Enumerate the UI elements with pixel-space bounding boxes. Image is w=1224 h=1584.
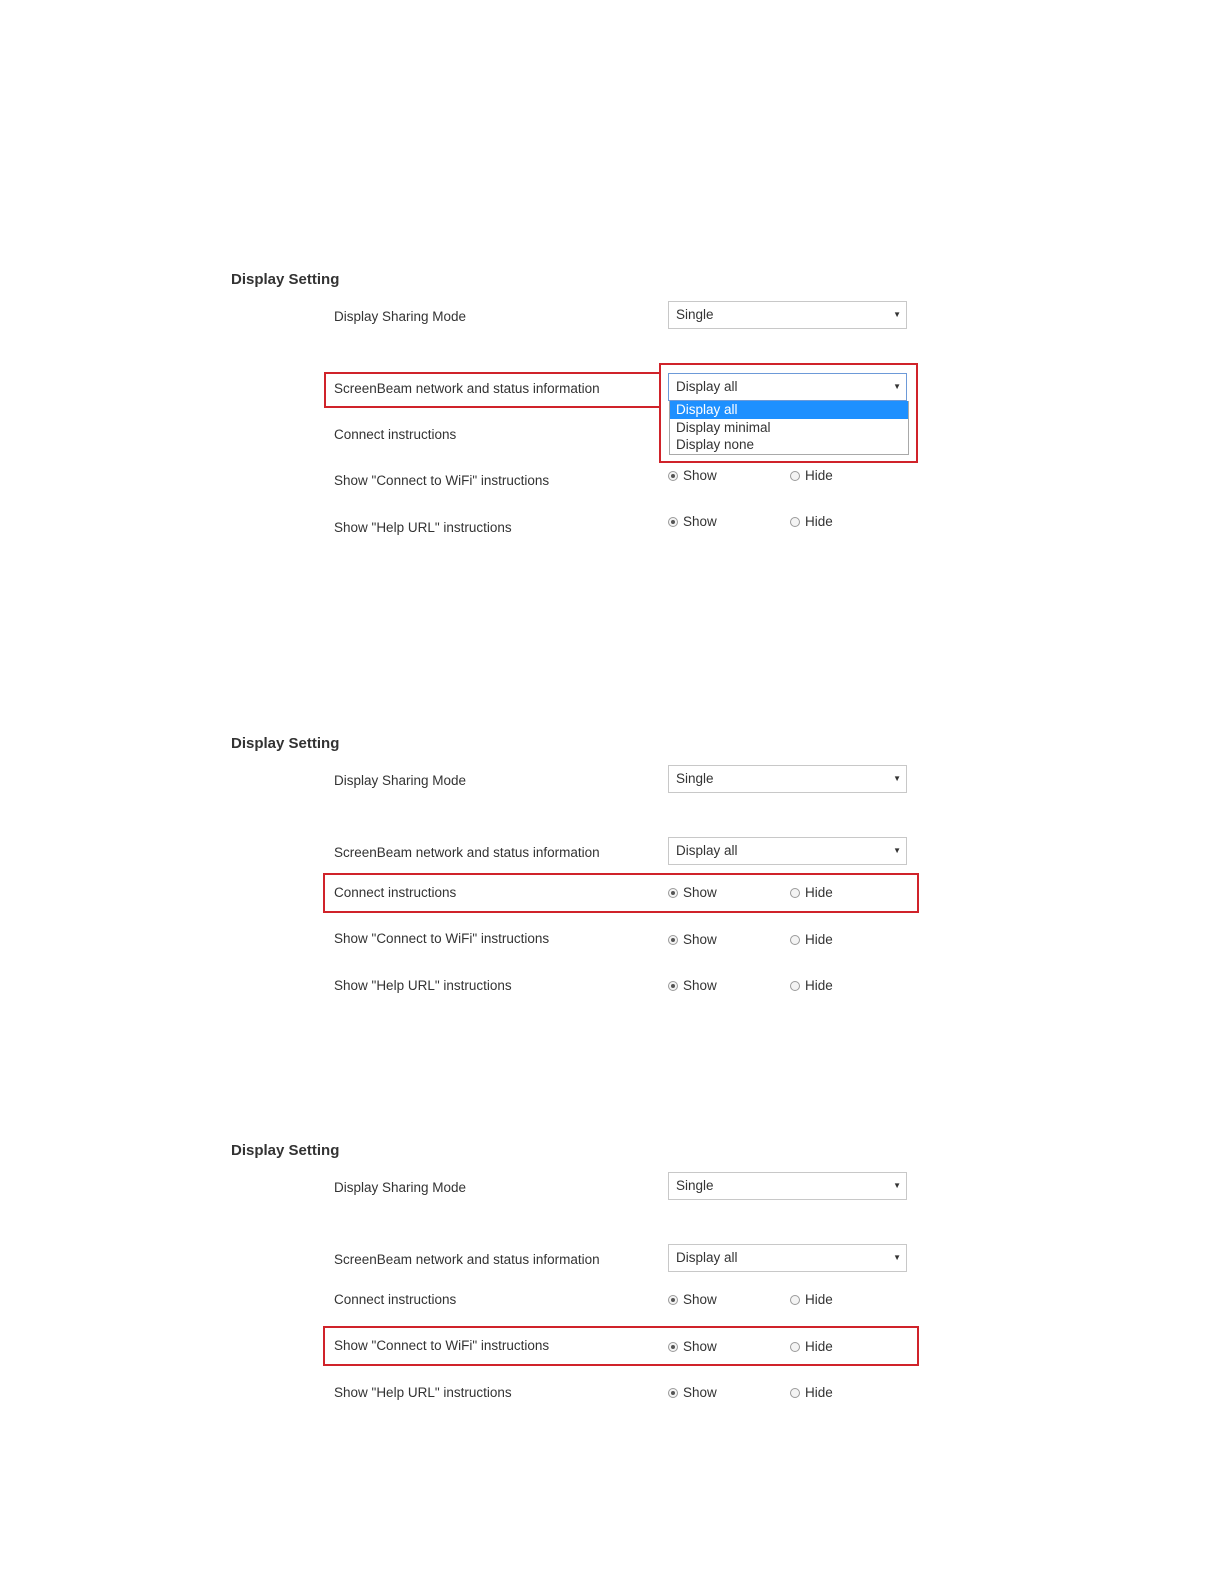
dropdown-arrow-icon: ▼ <box>893 846 901 855</box>
section-title: Display Setting <box>231 735 340 752</box>
radio-label: Hide <box>805 468 833 483</box>
dropdown-option-display-all[interactable]: Display all <box>670 401 908 419</box>
help-show-option[interactable] <box>668 977 717 995</box>
help-show-option[interactable] <box>668 1384 717 1402</box>
help-hide-option[interactable] <box>790 977 833 995</box>
wifi-hide-option[interactable] <box>790 931 833 949</box>
network-status-select[interactable] <box>668 837 907 865</box>
select-value: Single <box>676 307 714 322</box>
radio-label: Hide <box>805 514 833 529</box>
help-show-option[interactable] <box>668 513 717 531</box>
radio-unchecked-icon[interactable] <box>790 471 800 481</box>
radio-unchecked-icon[interactable] <box>790 1295 800 1305</box>
connect-show-option[interactable] <box>668 884 717 902</box>
display-sharing-mode-select[interactable] <box>668 1172 907 1200</box>
connect-show-option[interactable] <box>668 1291 717 1309</box>
radio-checked-icon[interactable] <box>668 981 678 991</box>
radio-unchecked-icon[interactable] <box>790 935 800 945</box>
connect-hide-option[interactable] <box>790 884 833 902</box>
radio-label: Hide <box>805 1385 833 1400</box>
radio-label: Hide <box>805 1339 833 1354</box>
radio-checked-icon[interactable] <box>668 1342 678 1352</box>
network-status-select[interactable] <box>668 1244 907 1272</box>
radio-label: Show <box>683 468 717 483</box>
help-hide-option[interactable] <box>790 513 833 531</box>
dropdown-arrow-icon: ▼ <box>893 382 901 391</box>
wifi-show-option[interactable] <box>668 1338 717 1356</box>
wifi-hide-option[interactable] <box>790 1338 833 1356</box>
select-value: Display all <box>676 1250 738 1265</box>
radio-unchecked-icon[interactable] <box>790 1342 800 1352</box>
dropdown-arrow-icon: ▼ <box>893 774 901 783</box>
dropdown-option-display-minimal[interactable]: Display minimal <box>676 419 771 435</box>
section-title: Display Setting <box>231 271 340 288</box>
display-sharing-mode-select[interactable] <box>668 765 907 793</box>
connect-instructions-label: Connect instructions <box>334 1292 457 1307</box>
select-value: Single <box>676 771 714 786</box>
select-value: Display all <box>676 843 738 858</box>
radio-checked-icon[interactable] <box>668 935 678 945</box>
radio-checked-icon[interactable] <box>668 471 678 481</box>
help-url-instructions-label: Show "Help URL" instructions <box>334 520 512 535</box>
dropdown-option-display-none[interactable]: Display none <box>676 437 755 452</box>
display-sharing-mode-select[interactable] <box>668 301 907 329</box>
wifi-hide-option[interactable] <box>790 467 833 485</box>
radio-label: Show <box>683 1385 717 1400</box>
help-url-instructions-label: Show "Help URL" instructions <box>334 978 512 993</box>
radio-label: Hide <box>805 978 833 993</box>
network-status-dropdown-list <box>669 401 909 455</box>
network-status-label: ScreenBeam network and status information <box>334 845 600 860</box>
connect-hide-option[interactable] <box>790 1291 833 1309</box>
help-hide-option[interactable] <box>790 1384 833 1402</box>
radio-label: Show <box>683 514 717 529</box>
radio-checked-icon[interactable] <box>668 1388 678 1398</box>
wifi-show-option[interactable] <box>668 931 717 949</box>
radio-unchecked-icon[interactable] <box>790 1388 800 1398</box>
dropdown-arrow-icon: ▼ <box>893 1181 901 1190</box>
display-sharing-mode-label: Display Sharing Mode <box>334 1180 467 1195</box>
help-url-instructions-label: Show "Help URL" instructions <box>334 1385 512 1400</box>
radio-label: Hide <box>805 885 833 900</box>
wifi-instructions-label: Show "Connect to WiFi" instructions <box>334 931 550 946</box>
radio-checked-icon[interactable] <box>668 888 678 898</box>
radio-label: Show <box>683 885 717 900</box>
radio-checked-icon[interactable] <box>668 1295 678 1305</box>
radio-unchecked-icon[interactable] <box>790 517 800 527</box>
radio-label: Show <box>683 1339 717 1354</box>
select-value: Display all <box>676 379 738 394</box>
radio-unchecked-icon[interactable] <box>790 981 800 991</box>
network-status-label: ScreenBeam network and status information <box>334 381 600 396</box>
radio-label: Hide <box>805 1292 833 1307</box>
dropdown-arrow-icon: ▼ <box>893 1253 901 1262</box>
select-value: Single <box>676 1178 714 1193</box>
radio-label: Hide <box>805 932 833 947</box>
wifi-instructions-label: Show "Connect to WiFi" instructions <box>334 1338 550 1353</box>
network-status-select[interactable] <box>668 373 907 401</box>
wifi-instructions-label: Show "Connect to WiFi" instructions <box>334 473 550 488</box>
radio-unchecked-icon[interactable] <box>790 888 800 898</box>
section-title: Display Setting <box>231 1142 340 1159</box>
display-sharing-mode-label: Display Sharing Mode <box>334 773 467 788</box>
radio-label: Show <box>683 1292 717 1307</box>
connect-instructions-label: Connect instructions <box>334 885 457 900</box>
radio-label: Show <box>683 978 717 993</box>
wifi-show-option[interactable] <box>668 467 717 485</box>
network-status-label: ScreenBeam network and status information <box>334 1252 600 1267</box>
display-sharing-mode-label: Display Sharing Mode <box>334 309 467 324</box>
radio-checked-icon[interactable] <box>668 517 678 527</box>
radio-label: Show <box>683 932 717 947</box>
connect-instructions-label: Connect instructions <box>334 427 457 442</box>
dropdown-arrow-icon: ▼ <box>893 310 901 319</box>
